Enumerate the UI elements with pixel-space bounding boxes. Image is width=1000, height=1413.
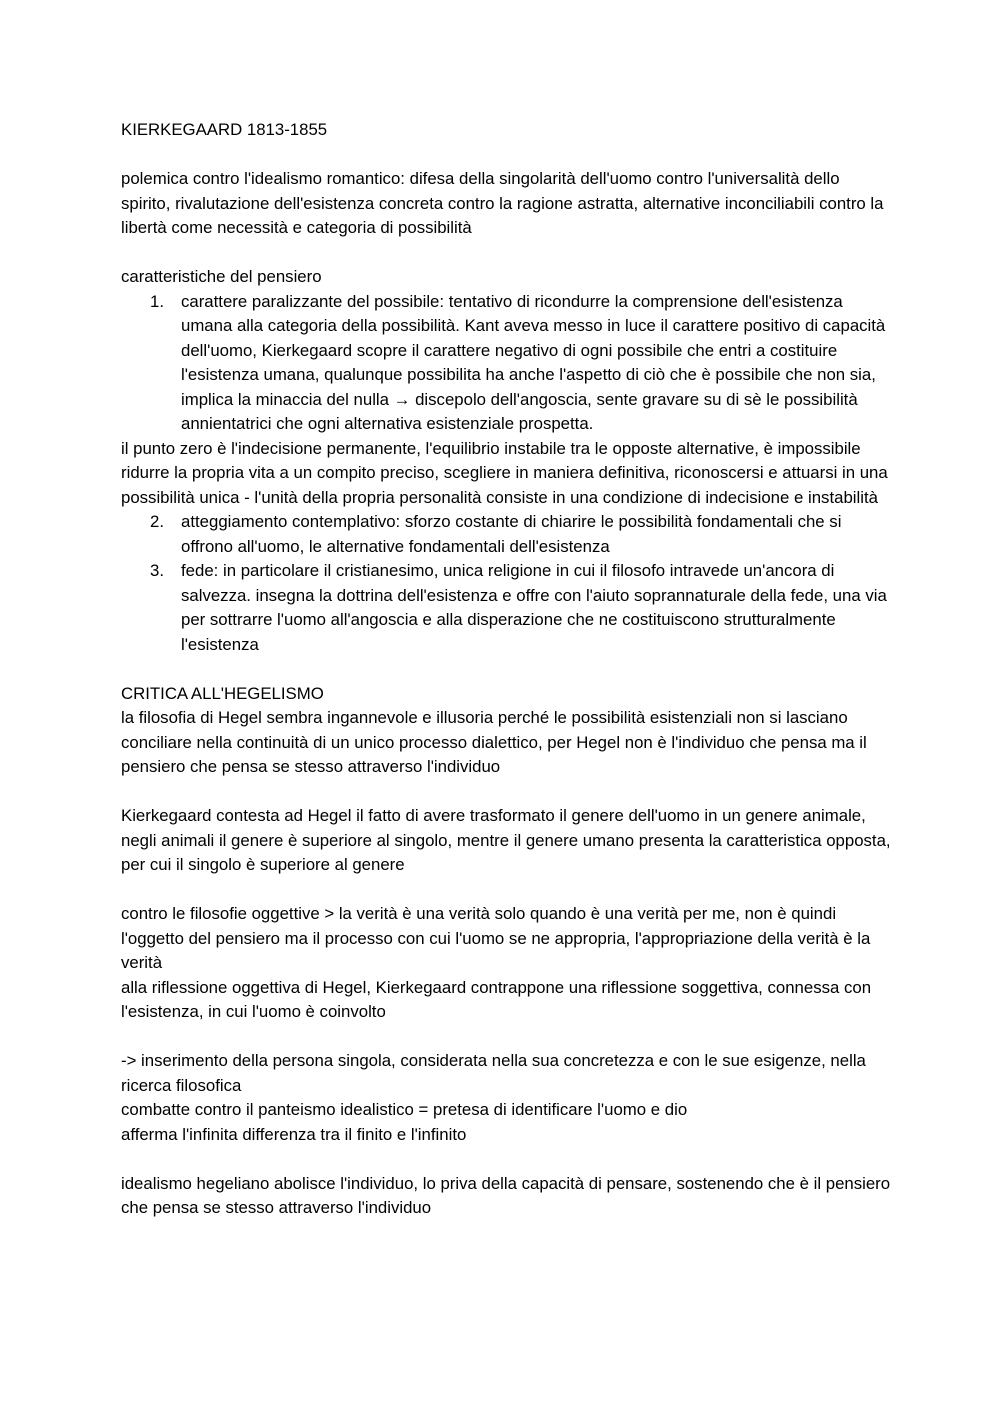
- inserimento-paragraph: -> inserimento della persona singola, considerata nella sua concretezza e con le sue esigenze, nella ricerca filosofica: [121, 1051, 866, 1095]
- document-title: KIERKEGAARD 1813-1855: [121, 120, 328, 139]
- spacer: [121, 878, 891, 903]
- characteristics-list-2: [121, 510, 891, 657]
- list-item: [121, 510, 891, 559]
- riflessione-paragraph: alla riflessione oggettiva di Hegel, Kierkegaard contrappone una riflessione soggettiva, connessa con l'esistenza, in cui l'uomo è coinvolto: [121, 977, 872, 1021]
- intro-paragraph: polemica contro l'idealismo romantico: difesa della singolarità dell'uomo contro l'universalità dello spirito, rivalutazione dell'esistenza concreta contro la ragione astratta, alternative inconciliabili contro la libertà come necessità e categoria di possibilità: [121, 169, 884, 237]
- spacer: [121, 143, 891, 168]
- list-item-text: atteggiamento contemplativo: sforzo costante di chiarire le possibilità fondamentali che si offrono all'uomo, le alternative fondamentali dell'esistenza: [181, 512, 842, 556]
- list-item-text: fede: in particolare il cristianesimo, unica religione in cui il filosofo intravede un'ancora di salvezza. insegna la dottrina dell'esistenza e offre con l'aiuto soprannaturale della fede, una via per sottrarre l'uomo all'angoscia e alla disperazione che ne costituiscono strutturalmente l'esistenza: [181, 561, 887, 654]
- list-item-text: carattere paralizzante del possibile: tentativo di ricondurre la comprensione dell'esistenza umana alla categoria della possibilità. Kant aveva messo in luce il carattere positivo di capacità dell'uomo, Kierkegaard scopre il carattere negativo di ogni possibile che entri a costituire l'esistenza umana, qualunque possibilita ha anche l'aspetto di ciò che è possibile che non sia, implica la minaccia del nulla → discepolo dell'angoscia, sente gravare su di sè le possibilità annientatrici che ogni alternativa esistenziale prospetta.: [181, 291, 886, 433]
- list-item-number: 2.: [150, 512, 164, 531]
- spacer: [121, 657, 891, 682]
- infinita-paragraph: afferma l'infinita differenza tra il finito e l'infinito: [121, 1124, 467, 1144]
- spacer: [121, 1025, 891, 1050]
- list-item: [121, 290, 891, 437]
- spacer: [121, 1147, 891, 1172]
- characteristics-list-1: [121, 290, 891, 437]
- list-item: [121, 559, 891, 657]
- idealismo-paragraph: idealismo hegeliano abolisce l'individuo, lo priva della capacità di pensare, sostenendo che è il pensiero che pensa se stesso attraverso l'individuo: [121, 1173, 891, 1217]
- zero-point-paragraph: il punto zero è l'indecisione permanente, l'equilibrio instabile tra le opposte alternative, è impossibile ridurre la propria vita a un compito preciso, scegliere in maniera definitiva, riconoscersi e attuarsi in una possibilità unica - l'unità della propria personalità consiste in una condizione di indecisione e instabilità: [121, 438, 888, 507]
- critica-heading: CRITICA ALL'HEGELISMO: [121, 683, 324, 703]
- verita-paragraph: contro le filosofie oggettive > la verità è una verità solo quando è una verità per me, non è quindi l'oggetto del pensiero ma il processo con cui l'uomo se ne appropria, l'appropriazione della verità è la verità: [121, 904, 871, 972]
- critica-paragraph: la filosofia di Hegel sembra ingannevole e illusoria perché le possibilità esistenziali non si lasciano conciliare nella continuità di un unico processo dialettico, per Hegel non è l'individuo che pensa ma il pensiero che pensa se stesso attraverso l'individuo: [121, 708, 867, 776]
- genere-paragraph: Kierkegaard contesta ad Hegel il fatto di avere trasformato il genere dell'uomo in un genere animale, negli animali il genere è superiore al singolo, mentre il genere umano presenta la caratteristica opposta, per cui il singolo è superiore al genere: [121, 806, 891, 874]
- characteristics-heading: caratteristiche del pensiero: [121, 267, 322, 286]
- panteismo-paragraph: combatte contro il panteismo idealistico = pretesa di identificare l'uomo e dio: [121, 1100, 688, 1119]
- spacer: [121, 241, 891, 266]
- spacer: [121, 780, 891, 805]
- list-item-number: 1.: [150, 291, 164, 311]
- document-page: [121, 118, 891, 1221]
- list-item-number: 3.: [150, 561, 164, 580]
